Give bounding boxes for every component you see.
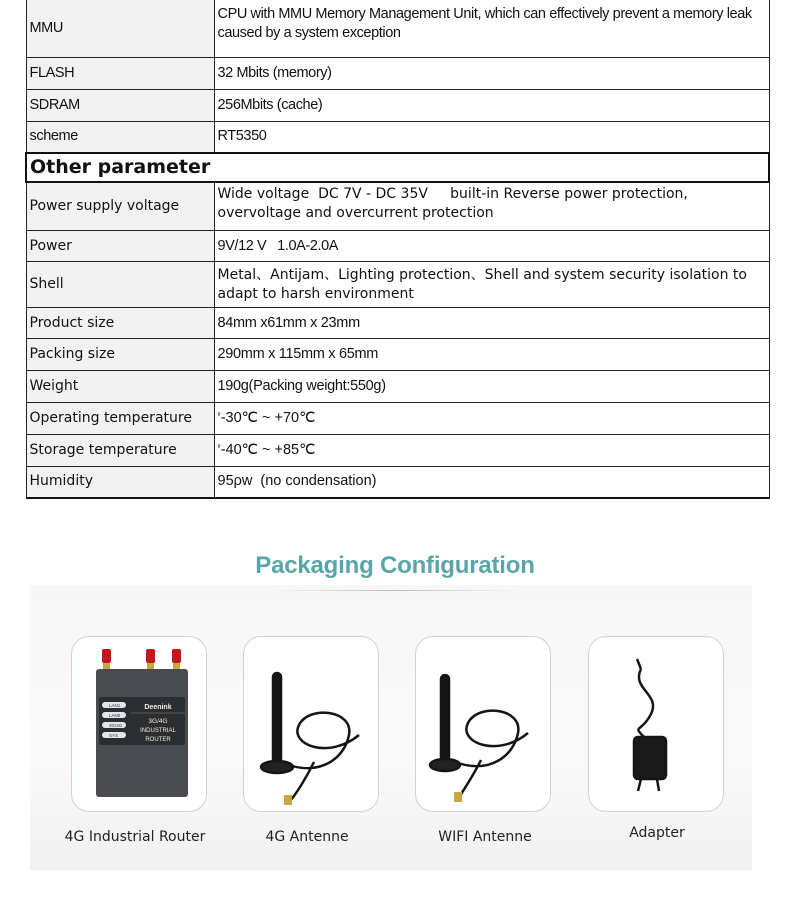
spec-value: CPU with MMU Memory Management Unit, which can effectively prevent a memory leak caused by a system exception (214, 0, 769, 58)
section-title: Other parameter (26, 153, 769, 182)
title-divider (270, 590, 520, 591)
spec-key: Power supply voltage (26, 182, 214, 231)
led-label: 3G/4G (109, 723, 123, 728)
table-row (26, 58, 769, 90)
router-brand: Deenink (144, 704, 172, 711)
spec-key: FLASH (26, 58, 214, 90)
led-label: SYS (109, 733, 119, 738)
wifi-antenna-card (415, 636, 551, 812)
spec-value: Metal、Antijam、Lighting protection、Shell and system security isolation to adapt to harsh environment (214, 262, 769, 308)
spec-key: MMU (26, 0, 214, 58)
spec-value: Wide voltage DC 7V - DC 35V built-in Reverse power protection, overvoltage and overcurrent protection (214, 182, 769, 231)
router-card (71, 636, 207, 812)
spec-key: scheme (26, 122, 214, 153)
led-label: LAN1 (109, 703, 121, 708)
item-label: Adapter (629, 825, 685, 841)
packaging-title: Packaging Configuration (255, 552, 535, 579)
led-label: LAN0 (109, 713, 121, 718)
table-row (26, 467, 769, 498)
router-line: INDUSTRIAL (140, 728, 176, 734)
spec-value: RT5350 (214, 122, 769, 153)
spec-value: 256Mbits (cache) (214, 90, 769, 122)
spec-value: ‘-30℃ ~ +70℃ (214, 403, 769, 435)
adapter-image (589, 637, 725, 813)
spec-value: ‘-40℃ ~ +85℃ (214, 435, 769, 467)
table-row (26, 435, 769, 467)
spec-value: 190g(Packing weight:550g) (214, 371, 769, 403)
table-row (26, 0, 769, 58)
spec-value: 32 Mbits (memory) (214, 58, 769, 90)
spec-value: 290mm x 115mm x 65mm (214, 339, 769, 371)
item-label: 4G Industrial Router (64, 829, 206, 845)
table-row (26, 122, 769, 153)
adapter-card (588, 636, 724, 812)
spec-key: Operating temperature (26, 403, 214, 435)
spec-key: Product size (26, 308, 214, 339)
table-row (26, 231, 769, 262)
table-row (26, 308, 769, 339)
table-row (26, 371, 769, 403)
spec-key: Humidity (26, 467, 214, 498)
spec-key: SDRAM (26, 90, 214, 122)
router-image (72, 637, 208, 813)
table-row (26, 339, 769, 371)
spec-value: 95ρw (no condensation) (214, 467, 769, 498)
item-label: WIFI Antenne (438, 829, 532, 845)
table-row (26, 262, 769, 308)
antenna-card (243, 636, 379, 812)
section-header-row (26, 153, 769, 182)
spec-key: Weight (26, 371, 214, 403)
spec-key: Power (26, 231, 214, 262)
spec-table (25, 0, 770, 499)
table-row (26, 403, 769, 435)
router-model: 3G/4G (148, 718, 168, 725)
antenna-image (244, 637, 380, 813)
wifi-antenna-image (416, 637, 552, 813)
spec-key: Storage temperature (26, 435, 214, 467)
table-row (26, 90, 769, 122)
table-row (26, 182, 769, 231)
spec-key: Shell (26, 262, 214, 308)
spec-value: 9V/12 V 1.0A-2.0A (214, 231, 769, 262)
item-label: 4G Antenne (265, 829, 349, 845)
spec-value: 84mm x61mm x 23mm (214, 308, 769, 339)
spec-key: Packing size (26, 339, 214, 371)
router-line: ROUTER (145, 737, 171, 743)
